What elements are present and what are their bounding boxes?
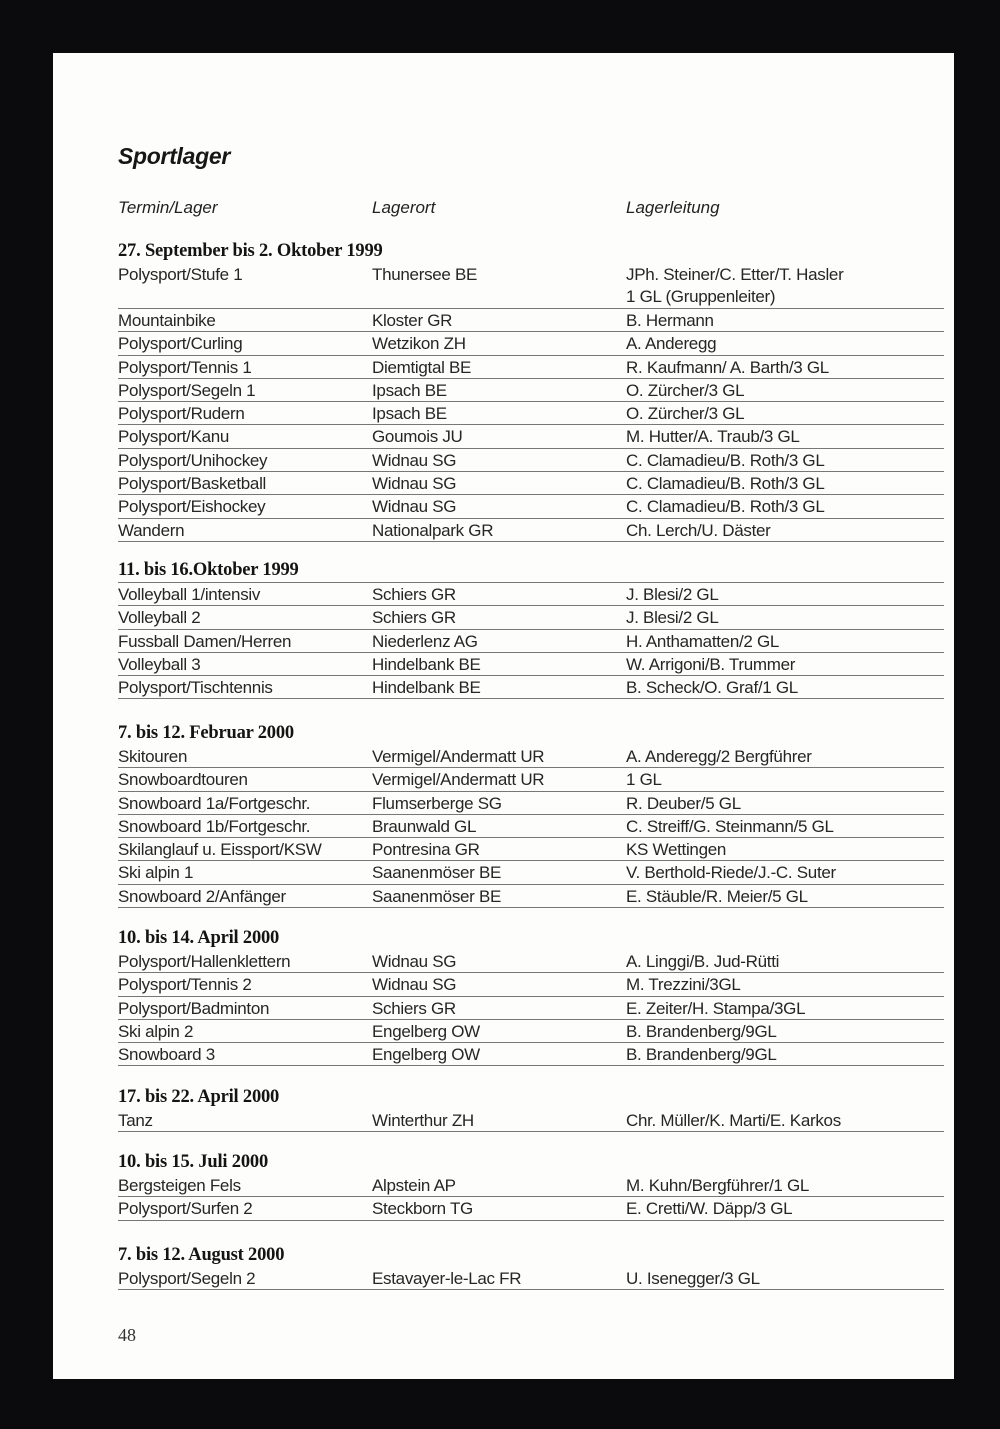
- ort-cell: Vermigel/Andermatt UR: [372, 770, 545, 790]
- section-okt-1999: [118, 559, 944, 699]
- column-header-lagerleitung: Lagerleitung: [626, 198, 720, 217]
- section-heading: 17. bis 22. April 2000: [118, 1087, 280, 1107]
- page-number: 48: [118, 1325, 136, 1345]
- ort-cell: Hindelbank BE: [372, 654, 481, 674]
- lager-cell: Snowboard 1b/Fortgeschr.: [118, 816, 311, 836]
- table-row: [118, 630, 944, 653]
- section-apr-2000-a: [118, 927, 944, 1066]
- leitung-cell: Chr. Müller/K. Marti/E. Karkos: [626, 1111, 841, 1130]
- lager-cell: Tanz: [118, 1111, 153, 1130]
- lager-cell: Polysport/Basketball: [118, 474, 267, 494]
- ort-cell: Ipsach BE: [372, 380, 447, 400]
- leitung-cell: M. Hutter/A. Traub/3 GL: [626, 427, 800, 447]
- table-row: [118, 973, 944, 996]
- column-headers: [118, 198, 944, 222]
- table-row: [118, 309, 944, 332]
- table-row: [118, 332, 944, 355]
- table-row: [118, 1174, 944, 1197]
- section-heading: 11. bis 16.Oktober 1999: [118, 559, 944, 583]
- table-row: [118, 495, 944, 518]
- ort-cell: Diemtigtal BE: [372, 357, 472, 377]
- table-row: [118, 815, 944, 838]
- leitung-cell: M. Trezzini/3GL: [626, 975, 741, 995]
- ort-cell: Schiers GR: [372, 585, 456, 604]
- leitung-cell: C. Streiff/G. Steinmann/5 GL: [626, 816, 834, 836]
- leitung-cell: C. Clamadieu/B. Roth/3 GL: [626, 450, 825, 470]
- table-row: [118, 1197, 944, 1220]
- table-row: [118, 379, 944, 402]
- ort-cell: Engelberg OW: [372, 1045, 480, 1065]
- section-apr-2000-b: [118, 1086, 944, 1132]
- table-row: [118, 263, 944, 309]
- lager-cell: Polysport/Rudern: [118, 404, 245, 424]
- section-feb-2000: [118, 722, 944, 908]
- leitung-line-1: JPh. Steiner/C. Etter/T. Hasler: [626, 265, 844, 284]
- leitung-cell: M. Kuhn/Bergführer/1 GL: [626, 1176, 810, 1195]
- ort-cell: Steckborn TG: [372, 1199, 473, 1219]
- leitung-cell: KS Wettingen: [626, 840, 727, 860]
- document-page: [53, 53, 954, 1379]
- lager-cell: Polysport/Segeln 2: [118, 1269, 256, 1288]
- leitung-cell: U. Isenegger/3 GL: [626, 1269, 760, 1288]
- table-row: [118, 472, 944, 495]
- lager-cell: Polysport/Stufe 1: [118, 265, 243, 284]
- leitung-cell: A. Linggi/B. Jud-Rütti: [626, 952, 780, 971]
- leitung-cell: A. Anderegg/2 Bergführer: [626, 747, 812, 766]
- lager-cell: Polysport/Segeln 1: [118, 380, 256, 400]
- ort-cell: Estavayer-le-Lac FR: [372, 1269, 522, 1288]
- table-row: [118, 676, 944, 699]
- lager-cell: Skitouren: [118, 747, 188, 766]
- leitung-cell: C. Clamadieu/B. Roth/3 GL: [626, 497, 825, 517]
- leitung-cell: R. Deuber/5 GL: [626, 793, 741, 813]
- ort-cell: Vermigel/Andermatt UR: [372, 747, 545, 766]
- ort-cell: Alpstein AP: [372, 1176, 456, 1195]
- lager-cell: Polysport/Hallenklettern: [118, 952, 291, 971]
- leitung-cell: E. Cretti/W. Däpp/3 GL: [626, 1199, 793, 1219]
- ort-cell: Thunersee BE: [372, 265, 478, 284]
- lager-cell: Wandern: [118, 520, 185, 540]
- ort-cell: Widnau SG: [372, 450, 457, 470]
- leitung-cell: R. Kaufmann/ A. Barth/3 GL: [626, 357, 829, 377]
- ort-cell: Goumois JU: [372, 427, 463, 447]
- leitung-cell: E. Zeiter/H. Stampa/3GL: [626, 998, 806, 1018]
- lager-cell: Snowboard 1a/Fortgeschr.: [118, 793, 311, 813]
- lager-cell: Volleyball 2: [118, 608, 201, 628]
- lager-cell: Bergsteigen Fels: [118, 1176, 241, 1195]
- section-heading: 10. bis 14. April 2000: [118, 928, 280, 948]
- lager-cell: Volleyball 1/intensiv: [118, 585, 261, 604]
- lager-cell: Polysport/Kanu: [118, 427, 230, 447]
- lager-cell: Polysport/Tischtennis: [118, 678, 273, 698]
- lager-cell: Polysport/Eishockey: [118, 497, 266, 517]
- table-row: [118, 792, 944, 815]
- ort-cell: Saanenmöser BE: [372, 863, 502, 883]
- lager-cell: Snowboard 3: [118, 1045, 215, 1065]
- section-aug-2000: [118, 1244, 944, 1290]
- table-row: [118, 838, 944, 861]
- section-heading: 7. bis 12. August 2000: [118, 1245, 285, 1265]
- lager-cell: Polysport/Surfen 2: [118, 1199, 253, 1219]
- table-row: [118, 606, 944, 629]
- leitung-cell: B. Hermann: [626, 311, 714, 330]
- column-header-lagerort: Lagerort: [372, 198, 436, 217]
- ort-cell: Widnau SG: [372, 497, 457, 517]
- table-row: [118, 425, 944, 448]
- leitung-cell: 1 GL: [626, 770, 662, 790]
- leitung-cell: B. Scheck/O. Graf/1 GL: [626, 678, 798, 698]
- table-row: [118, 768, 944, 791]
- ort-cell: Widnau SG: [372, 474, 457, 494]
- ort-cell: Pontresina GR: [372, 840, 480, 860]
- section-sep-okt-1999: [118, 240, 944, 542]
- table-row: [118, 1267, 944, 1290]
- leitung-cell: O. Zürcher/3 GL: [626, 380, 745, 400]
- table-row: [118, 402, 944, 425]
- leitung-cell: A. Anderegg: [626, 334, 717, 354]
- lager-cell: Polysport/Badminton: [118, 998, 270, 1018]
- ort-cell: Widnau SG: [372, 952, 457, 971]
- leitung-line-2: 1 GL (Gruppenleiter): [626, 287, 776, 306]
- lager-cell: Ski alpin 1: [118, 863, 194, 883]
- ort-cell: Kloster GR: [372, 311, 453, 330]
- lager-cell: Mountainbike: [118, 311, 216, 330]
- lager-cell: Snowboardtouren: [118, 770, 248, 790]
- ort-cell: Saanenmöser BE: [372, 886, 502, 906]
- table-row: [118, 745, 944, 768]
- ort-cell: Engelberg OW: [372, 1021, 480, 1041]
- table-row: [118, 653, 944, 676]
- leitung-cell: J. Blesi/2 GL: [626, 608, 719, 628]
- ort-cell: Schiers GR: [372, 608, 456, 628]
- table-row: [118, 449, 944, 472]
- table-row: [118, 997, 944, 1020]
- ort-cell: Wetzikon ZH: [372, 334, 466, 354]
- section-heading: 7. bis 12. Februar 2000: [118, 723, 294, 743]
- leitung-cell: B. Brandenberg/9GL: [626, 1045, 777, 1065]
- ort-cell: Winterthur ZH: [372, 1111, 474, 1130]
- table-row: [118, 1109, 944, 1132]
- leitung-cell: V. Berthold-Riede/J.-C. Suter: [626, 863, 836, 883]
- leitung-cell: Ch. Lerch/U. Däster: [626, 520, 771, 540]
- table-row: [118, 950, 944, 973]
- ort-cell: Widnau SG: [372, 975, 457, 995]
- lager-cell: Snowboard 2/Anfänger: [118, 886, 286, 906]
- ort-cell: Niederlenz AG: [372, 631, 478, 651]
- leitung-cell: W. Arrigoni/B. Trummer: [626, 654, 796, 674]
- lager-cell: Skilanglauf u. Eissport/KSW: [118, 840, 322, 860]
- lager-cell: Ski alpin 2: [118, 1021, 194, 1041]
- leitung-cell: C. Clamadieu/B. Roth/3 GL: [626, 474, 825, 494]
- ort-cell: Braunwald GL: [372, 816, 477, 836]
- leitung-cell: H. Anthamatten/2 GL: [626, 631, 780, 651]
- table-row: [118, 885, 944, 908]
- ort-cell: Nationalpark GR: [372, 520, 494, 540]
- section-heading: 10. bis 15. Juli 2000: [118, 1152, 268, 1172]
- lager-cell: Fussball Damen/Herren: [118, 631, 292, 651]
- table-row: [118, 1020, 944, 1043]
- leitung-cell: O. Zürcher/3 GL: [626, 404, 745, 424]
- lager-cell: Polysport/Unihockey: [118, 450, 268, 470]
- leitung-cell: J. Blesi/2 GL: [626, 585, 719, 604]
- leitung-cell: B. Brandenberg/9GL: [626, 1021, 777, 1041]
- table-row: [118, 583, 944, 606]
- ort-cell: Hindelbank BE: [372, 678, 481, 698]
- lager-cell: Polysport/Tennis 1: [118, 357, 252, 377]
- leitung-cell: E. Stäuble/R. Meier/5 GL: [626, 886, 808, 906]
- lager-cell: Polysport/Curling: [118, 334, 243, 354]
- page-title: Sportlager: [118, 143, 231, 169]
- table-row: [118, 356, 944, 379]
- ort-cell: Ipsach BE: [372, 404, 447, 424]
- table-row: [118, 1043, 944, 1066]
- table-row: [118, 519, 944, 542]
- section-heading: 27. September bis 2. Oktober 1999: [118, 241, 383, 261]
- column-header-termin-lager: Termin/Lager: [118, 198, 218, 217]
- lager-cell: Polysport/Tennis 2: [118, 975, 252, 995]
- ort-cell: Flumserberge SG: [372, 793, 502, 813]
- section-jul-2000: [118, 1151, 944, 1221]
- lager-cell: Volleyball 3: [118, 654, 201, 674]
- leitung-cell: [626, 264, 843, 308]
- table-row: [118, 861, 944, 884]
- ort-cell: Schiers GR: [372, 998, 456, 1018]
